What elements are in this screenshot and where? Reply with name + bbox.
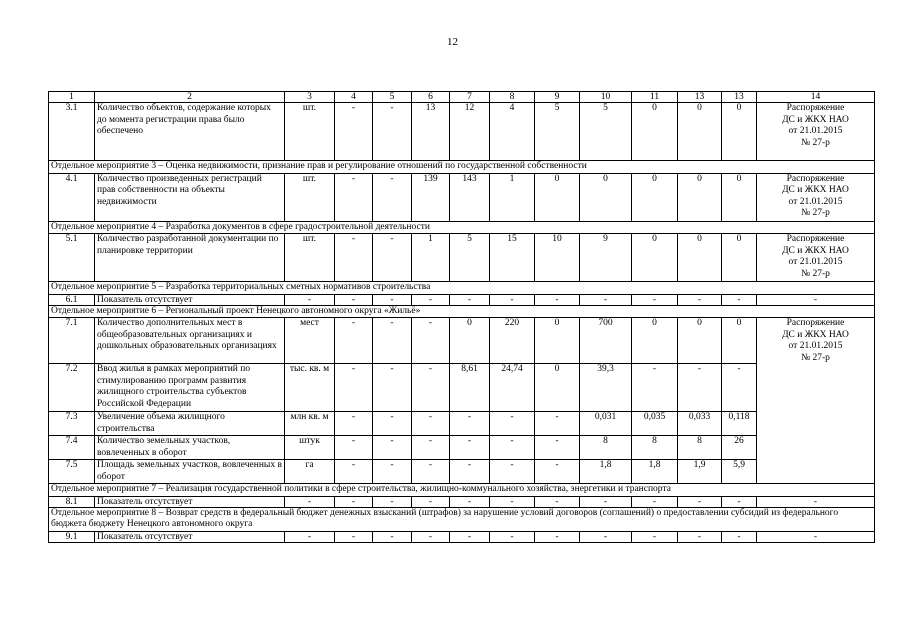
reference-line: от 21.01.2015 [788,126,843,136]
reference-line: № 27-р [801,208,830,218]
reference-line: ДС и ЖКХ НАО [782,185,849,195]
reference-line: Распоряжение [786,173,845,184]
table-body [49,92,875,543]
value-cell: 0 [678,173,722,221]
value-cell: 1 [412,234,450,282]
unit-cell: шт. [285,173,335,221]
header-cell: 13 [722,92,757,103]
reference-cell: - [757,294,875,305]
reference-line: ДС и ЖКХ НАО [782,114,849,125]
value-cell: - [535,531,580,542]
value-cell: - [490,496,535,507]
value-cell: 0,033 [678,412,722,436]
value-cell: - [450,294,490,305]
value-cell: 0 [722,318,757,364]
indicator-name: Площадь земельных участков, вовлеченных в оборот [95,460,285,484]
table-row [49,234,875,282]
value-cell: - [335,460,373,484]
value-cell: 0 [450,318,490,364]
reference-line: Распоряжение [786,318,845,328]
indicator-name: Количество земельных участков, вовлеченных в оборот [95,436,285,460]
indicator-name: Показатель отсутствует [95,496,285,507]
page-number: 12 [447,36,458,48]
value-cell: 26 [722,436,757,460]
value-cell: 700 [580,318,632,364]
value-cell: - [678,531,722,542]
value-cell: 0,035 [632,412,678,436]
unit-cell: шт. [285,234,335,282]
unit-cell: млн кв. м [285,412,335,436]
value-cell: - [373,294,412,305]
value-cell: - [450,412,490,436]
table-row [49,103,875,161]
reference-line: ДС и ЖКХ НАО [782,245,849,256]
row-number: 7.1 [49,318,95,364]
value-cell: 0 [678,234,722,282]
value-cell: - [490,294,535,305]
unit-cell: штук [285,436,335,460]
value-cell: 8 [580,436,632,460]
value-cell: - [722,531,757,542]
value-cell: - [373,460,412,484]
value-cell: 8,61 [450,364,490,412]
value-cell: - [580,294,632,305]
value-cell: - [412,436,450,460]
reference-cell [757,234,875,282]
value-cell: 1 [490,173,535,221]
value-cell: - [373,496,412,507]
value-cell: 1,8 [632,460,678,484]
row-number: 6.1 [49,294,95,305]
indicator-name: Количество дополнительных мест в общеобразовательных организациях и дошкольных образовательных организациях [95,318,285,364]
header-cell: 5 [373,92,412,103]
value-cell: - [412,412,450,436]
value-cell: 1,9 [678,460,722,484]
value-cell: - [450,436,490,460]
value-cell: 8 [632,436,678,460]
value-cell: 5 [580,103,632,161]
table-row [49,294,875,305]
indicator-name: Количество разработанной документации по планировке территории [95,234,285,282]
value-cell: - [678,496,722,507]
reference-line: Распоряжение [786,103,845,113]
value-cell: - [490,460,535,484]
indicator-name: Показатель отсутствует [95,531,285,542]
value-cell: - [490,412,535,436]
value-cell: 0 [722,103,757,161]
section-row [49,507,875,531]
value-cell: 13 [412,103,450,161]
value-cell: - [335,364,373,412]
indicators-table [48,91,875,543]
indicator-name: Количество произведенных регистраций прав собственности на объекты недвижимости [95,173,285,221]
unit-cell: мест [285,318,335,364]
row-number: 7.4 [49,436,95,460]
table-row [49,173,875,221]
reference-line: от 21.01.2015 [788,196,843,207]
value-cell: - [535,496,580,507]
value-cell: - [335,318,373,364]
value-cell: - [535,412,580,436]
value-cell: - [373,364,412,412]
unit-cell: - [285,496,335,507]
value-cell: - [490,531,535,542]
header-cell: 7 [450,92,490,103]
row-number: 7.5 [49,460,95,484]
value-cell: - [722,364,757,412]
value-cell: 8 [678,436,722,460]
value-cell: - [373,103,412,161]
value-cell: - [373,531,412,542]
row-number: 4.1 [49,173,95,221]
table-row [49,318,875,364]
table-row [49,460,875,484]
row-number: 7.3 [49,412,95,436]
value-cell: 12 [450,103,490,161]
header-row [49,92,875,103]
value-cell: - [722,294,757,305]
reference-cell: - [757,496,875,507]
value-cell: - [535,460,580,484]
section-row [49,282,875,295]
value-cell: 0 [535,173,580,221]
reference-cell [757,173,875,221]
unit-cell: - [285,294,335,305]
section-title: Отдельное мероприятие 7 – Реализация государственной политики в сфере строительства, жилищно-коммунального хозяйства, энергетики и транспорта [49,484,875,497]
value-cell: - [335,173,373,221]
value-cell: 0 [632,103,678,161]
row-number: 8.1 [49,496,95,507]
value-cell: 0 [632,234,678,282]
table-row [49,364,875,412]
section-row [49,305,875,318]
value-cell: - [580,531,632,542]
value-cell: - [490,436,535,460]
value-cell: - [373,234,412,282]
value-cell: - [632,364,678,412]
unit-cell: - [285,531,335,542]
value-cell: - [632,294,678,305]
table-row [49,436,875,460]
header-cell: 2 [95,92,285,103]
value-cell: 0 [678,103,722,161]
header-cell: 4 [335,92,373,103]
indicator-name: Показатель отсутствует [95,294,285,305]
reference-line: ДС и ЖКХ НАО [782,329,849,340]
section-title: Отдельное мероприятие 5 – Разработка территориальных сметных нормативов строительства [49,282,875,295]
header-cell: 8 [490,92,535,103]
value-cell: - [450,531,490,542]
reference-line: от 21.01.2015 [788,341,843,351]
row-number: 7.2 [49,364,95,412]
unit-cell: шт. [285,103,335,161]
value-cell: 0 [535,364,580,412]
value-cell: 139 [412,173,450,221]
value-cell: - [535,436,580,460]
header-cell: 11 [632,92,678,103]
value-cell: 4 [490,103,535,161]
value-cell: 39,3 [580,364,632,412]
indicator-name: Количество объектов, содержание которых до момента регистрации права было обеспечено [95,103,285,161]
header-cell: 10 [580,92,632,103]
section-title: Отдельное мероприятие 6 – Региональный проект Ненецкого автономного округа «Жильё» [49,305,875,318]
value-cell: - [335,496,373,507]
value-cell: 0 [722,234,757,282]
value-cell: 0 [535,318,580,364]
section-title: Отдельное мероприятие 3 – Оценка недвижимости, признание прав и регулирование отношений по государственной собственности [49,161,875,174]
value-cell: 0,031 [580,412,632,436]
row-number: 9.1 [49,531,95,542]
value-cell: - [335,103,373,161]
value-cell: 15 [490,234,535,282]
reference-cell: - [757,531,875,542]
table-row [49,531,875,542]
header-cell: 1 [49,92,95,103]
value-cell: 10 [535,234,580,282]
indicator-name: Увеличение объема жилищного строительства [95,412,285,436]
value-cell: - [678,364,722,412]
table-row [49,412,875,436]
value-cell: 24,74 [490,364,535,412]
section-row [49,161,875,174]
value-cell: - [722,496,757,507]
value-cell: 0,118 [722,412,757,436]
section-row [49,484,875,497]
value-cell: - [632,531,678,542]
section-row [49,221,875,234]
value-cell: - [412,294,450,305]
section-title: Отдельное мероприятие 4 – Разработка документов в сфере градостроительной деятельности [49,221,875,234]
value-cell: 220 [490,318,535,364]
value-cell: 0 [632,173,678,221]
value-cell: - [412,364,450,412]
header-cell: 6 [412,92,450,103]
value-cell: 0 [580,173,632,221]
unit-cell: тыс. кв. м [285,364,335,412]
value-cell: - [412,460,450,484]
value-cell: - [335,234,373,282]
value-cell: 0 [632,318,678,364]
value-cell: 0 [678,318,722,364]
value-cell: 9 [580,234,632,282]
section-title: Отдельное мероприятие 8 – Возврат средств в федеральный бюджет денежных взысканий (штрафов) за нарушение условий договоров (соглашений) о предоставлении субсидий из федерального бюджета бюджету Ненецкого автономного округа [49,507,875,531]
header-cell: 3 [285,92,335,103]
header-cell: 13 [678,92,722,103]
value-cell: - [535,294,580,305]
value-cell: 143 [450,173,490,221]
row-number: 3.1 [49,103,95,161]
value-cell: - [678,294,722,305]
value-cell: - [412,531,450,542]
header-cell: 9 [535,92,580,103]
indicator-name: Ввод жилья в рамках мероприятий по стимулированию программ развития жилищного строительства субъектов Российской Федерации [95,364,285,412]
value-cell: 5,9 [722,460,757,484]
header-cell: 14 [757,92,875,103]
value-cell: 5 [450,234,490,282]
reference-line: от 21.01.2015 [788,257,843,267]
value-cell: - [412,318,450,364]
value-cell: 0 [722,173,757,221]
value-cell: - [335,412,373,436]
value-cell: - [335,436,373,460]
value-cell: 1,8 [580,460,632,484]
reference-line: № 27-р [801,268,830,279]
value-cell: - [632,496,678,507]
value-cell: 5 [535,103,580,161]
value-cell: - [450,460,490,484]
table-row [49,496,875,507]
value-cell: - [335,294,373,305]
reference-cell [757,318,875,484]
value-cell: - [373,412,412,436]
value-cell: - [335,531,373,542]
value-cell: - [373,318,412,364]
value-cell: - [580,496,632,507]
value-cell: - [373,173,412,221]
reference-line: Распоряжение [786,234,845,244]
reference-cell [757,103,875,161]
value-cell: - [412,496,450,507]
row-number: 5.1 [49,234,95,282]
value-cell: - [450,496,490,507]
value-cell: - [373,436,412,460]
unit-cell: га [285,460,335,484]
reference-line: № 27-р [801,137,830,148]
reference-line: № 27-р [801,352,830,363]
